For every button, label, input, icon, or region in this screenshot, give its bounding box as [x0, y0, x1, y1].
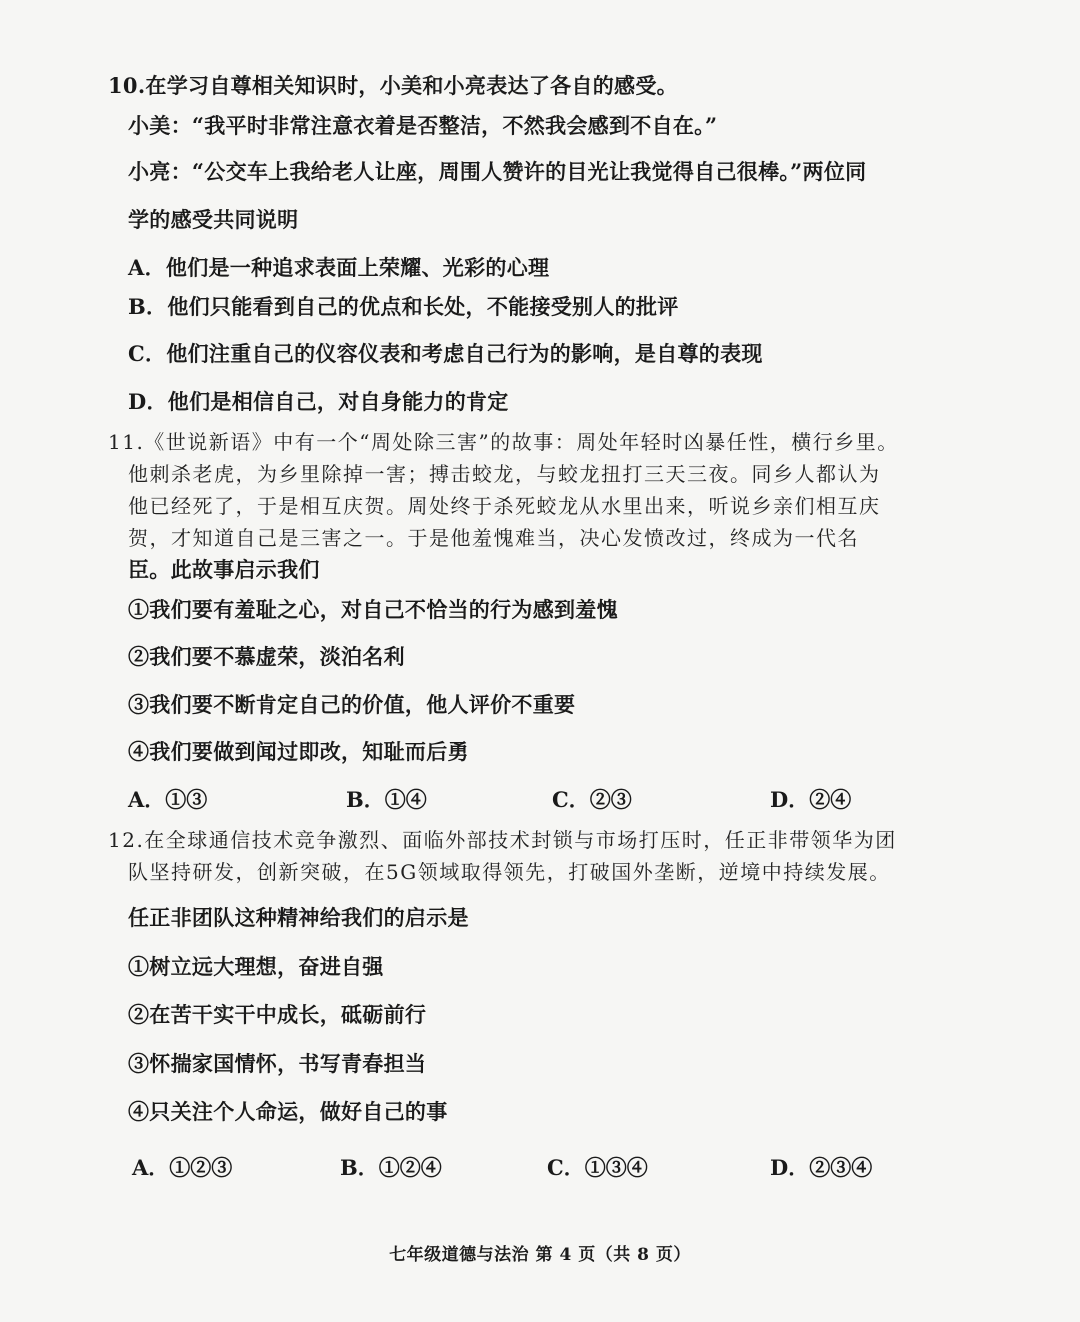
q12-choice-c: C．①③④: [547, 1155, 648, 1180]
q11-choice-d: D．②④: [770, 787, 852, 812]
q12-choice-a: A．①②③: [132, 1155, 233, 1180]
q11-stem-line-3: 他已经死了，于是相互庆贺。周处终于杀死蛟龙从水里出来，听说乡亲们相互庆: [128, 494, 881, 518]
q11-item-3: ③我们要不断肯定自己的价值，他人评价不重要: [128, 692, 576, 717]
q12-choice-d: D．②③④: [770, 1155, 873, 1180]
q12-item-4: ④只关注个人命运，做好自己的事: [128, 1099, 448, 1124]
q12-stem-line-2: 队坚持研发，创新突破，在5G领域取得领先，打破国外垄断，逆境中持续发展。: [128, 860, 891, 884]
q11-stem-line-4: 贺，才知道自己是三害之一。于是他羞愧难当，决心发愤改过，终成为一代名: [128, 526, 859, 550]
q11-stem-line-5: 臣。此故事启示我们: [128, 557, 320, 582]
q11-choice-c: C．②③: [552, 787, 632, 812]
q12-stem-line-1: 12.在全球通信技术竞争激烈、面临外部技术封锁与市场打压时，任正非带领华为团: [108, 828, 897, 852]
q11-item-1: ①我们要有羞耻之心，对自己不恰当的行为感到羞愧: [128, 597, 618, 622]
q11-choice-b: B．①④: [346, 787, 427, 812]
q10-option-c: C．他们注重自己的仪容仪表和考虑自己行为的影响，是自尊的表现: [128, 341, 763, 366]
q12-item-1: ①树立远大理想，奋进自强: [128, 954, 384, 979]
q10-quote-xiaomei: 小美：“我平时非常注意衣着是否整洁，不然我会感到不自在。”: [128, 113, 718, 138]
q10-stem: 10.在学习自尊相关知识时，小美和小亮表达了各自的感受。: [108, 73, 678, 98]
q10-option-a: A．他们是一种追求表面上荣耀、光彩的心理: [128, 255, 550, 280]
q12-item-3: ③怀揣家国情怀，书写青春担当: [128, 1051, 427, 1076]
q11-stem-line-2: 他刺杀老虎，为乡里除掉一害；搏击蛟龙，与蛟龙扭打三天三夜。同乡人都认为: [128, 462, 881, 486]
q11-choice-a: A．①③: [128, 787, 208, 812]
q10-option-d: D．他们是相信自己，对自身能力的肯定: [128, 389, 509, 414]
q11-item-2: ②我们要不慕虚荣，淡泊名利: [128, 644, 405, 669]
q11-stem-line-1: 11.《世说新语》中有一个“周处除三害”的故事：周处年轻时凶暴任性，横行乡里。: [108, 430, 899, 454]
q10-quote-xiaoliang: 小亮：“公交车上我给老人让座，周围人赞许的目光让我觉得自己很棒。”两位同: [128, 159, 867, 184]
page-footer: 七年级道德与法治 第 4 页（共 8 页）: [389, 1245, 691, 1265]
q10-stem-cont: 学的感受共同说明: [128, 207, 299, 232]
q12-choice-b: B．①②④: [340, 1155, 442, 1180]
q12-item-2: ②在苦干实干中成长，砥砺前行: [128, 1002, 427, 1027]
q11-item-4: ④我们要做到闻过即改，知耻而后勇: [128, 739, 469, 764]
q12-stem-line-3: 任正非团队这种精神给我们的启示是: [128, 905, 469, 930]
q10-option-b: B．他们只能看到自己的优点和长处，不能接受别人的批评: [128, 294, 679, 319]
